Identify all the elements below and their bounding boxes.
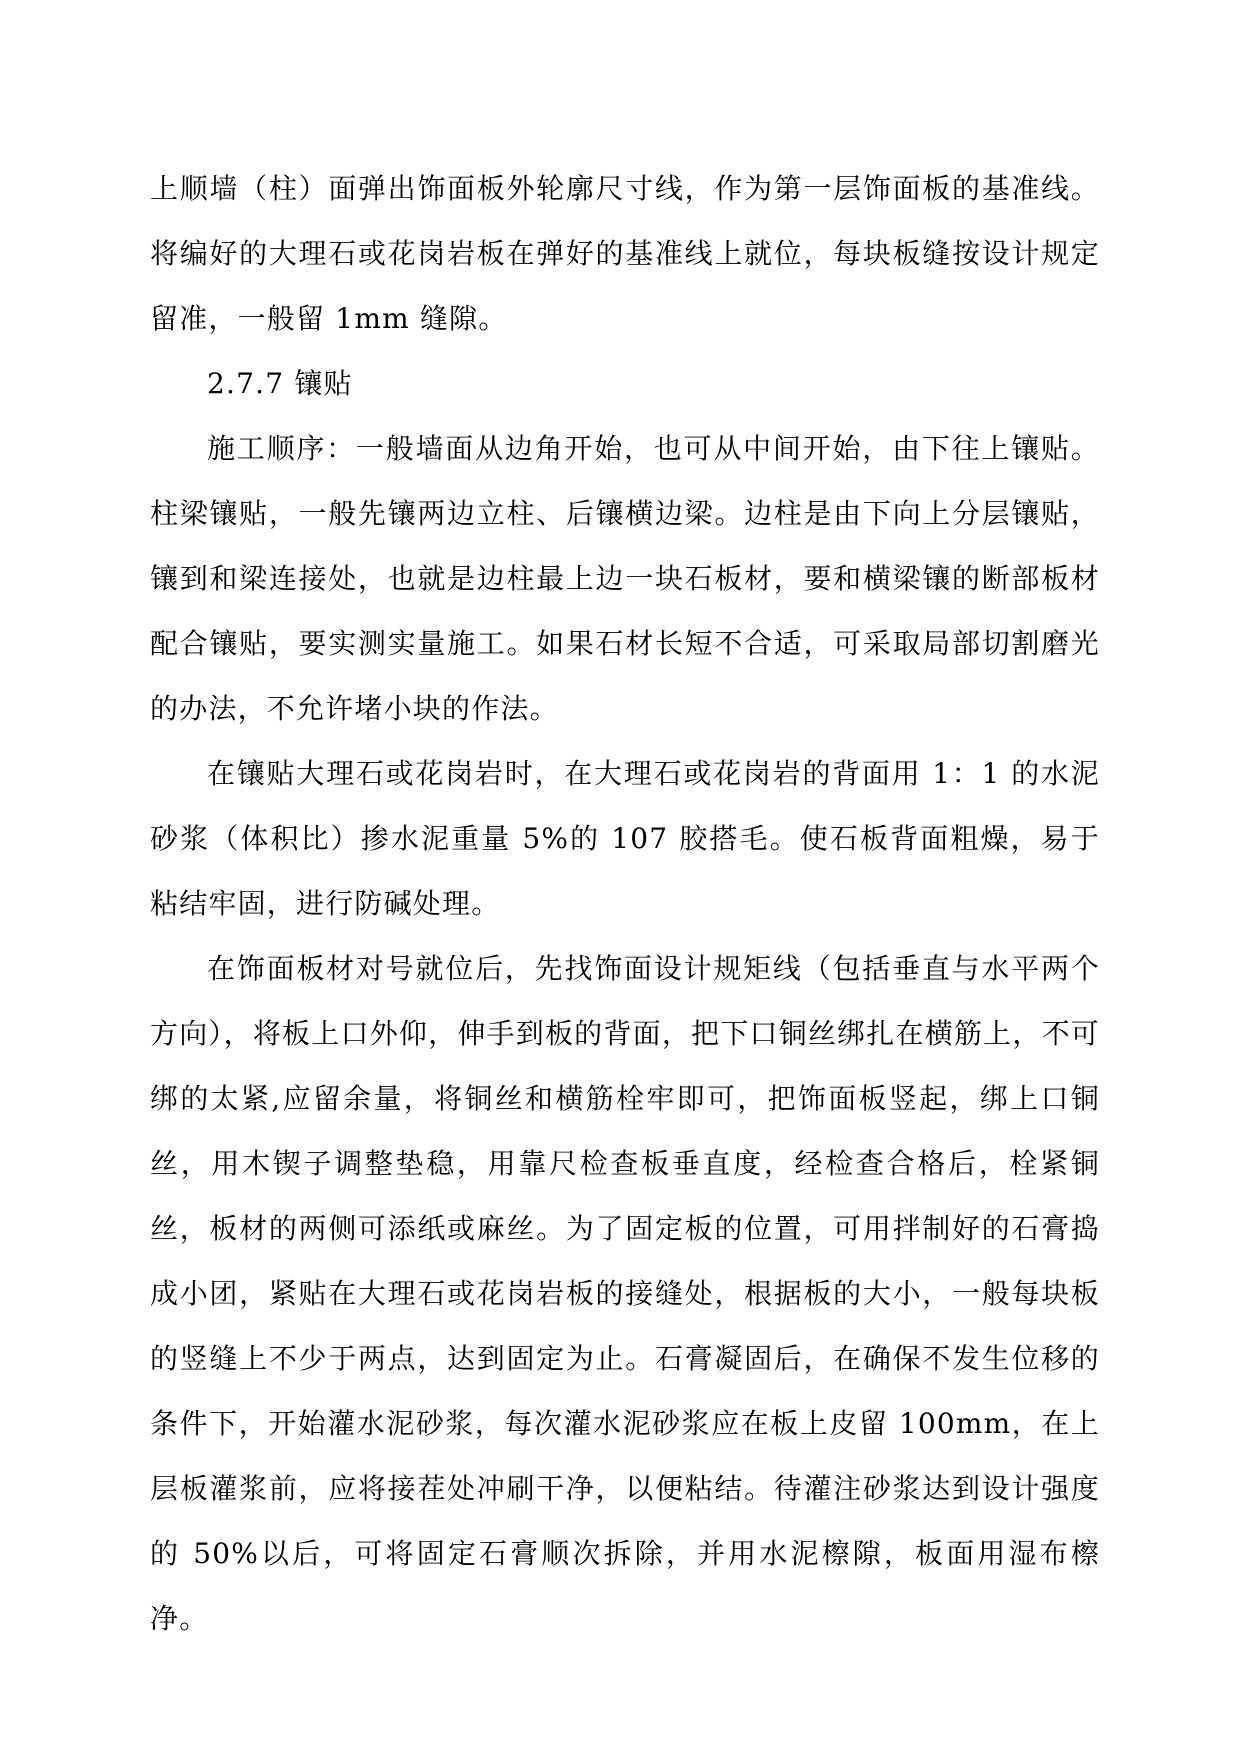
paragraph-mortar-treatment: 在镶贴大理石或花岗岩时，在大理石或花岗岩的背面用 1：1 的水泥砂浆（体积比）掺水泥重量 5%的 107 胶搭毛。使石板背面粗燥，易于粘结牢固，进行防碱处理。 xyxy=(150,757,1100,920)
paragraph-installation-steps: 在饰面板材对号就位后，先找饰面设计规矩线（包括垂直与水平两个方向），将板上口外仰，伸手到板的背面，把下口铜丝绑扎在横筋上，不可绑的太紧,应留余量，将铜丝和横筋栓牢即可，把饰面板竖起，绑上口铜丝，用木锲子调整垫稳，用靠尺检查板垂直度，经检查合格后，栓紧铜丝，板材的两侧可添纸或麻丝。为了固定板的位置，可用拌制好的石膏捣成小团，紧贴在大理石或花岗岩板的接缝处，根据板的大小，一般每块板的竖缝上不少于两点，达到固定为止。石膏凝固后，在确保不发生位移的条件下，开始灌水泥砂浆，每次灌水泥砂浆应在板上皮留 100mm，在上层板灌浆前，应将接茬处冲刷干净，以便粘结。待灌注砂浆达到设计强度的 50%以后，可将固定石膏顺次拆除，并用水泥檫隙，板面用湿布檫净。 xyxy=(150,952,1100,1635)
paragraph-construction-sequence: 施工顺序：一般墙面从边角开始，也可从中间开始，由下往上镶贴。柱梁镶贴，一般先镶两边立柱、后镶横边梁。边柱是由下向上分层镶贴，镶到和梁连接处，也就是边柱最上边一块石板材，要和横梁镶的断部板材配合镶贴，要实测实量施工。如果石材长短不合适，可采取局部切割磨光的办法，不允许堵小块的作法。 xyxy=(150,432,1100,725)
document-body xyxy=(150,156,1100,1651)
section-heading: 2.7.7 镶贴 xyxy=(207,367,353,400)
paragraph-continuation: 上顺墙（柱）面弹出饰面板外轮廓尺寸线，作为第一层饰面板的基准线。将编好的大理石或花岗岩板在弹好的基准线上就位，每块板缝按设计规定留准，一般留 1mm 缝隙。 xyxy=(150,172,1100,335)
